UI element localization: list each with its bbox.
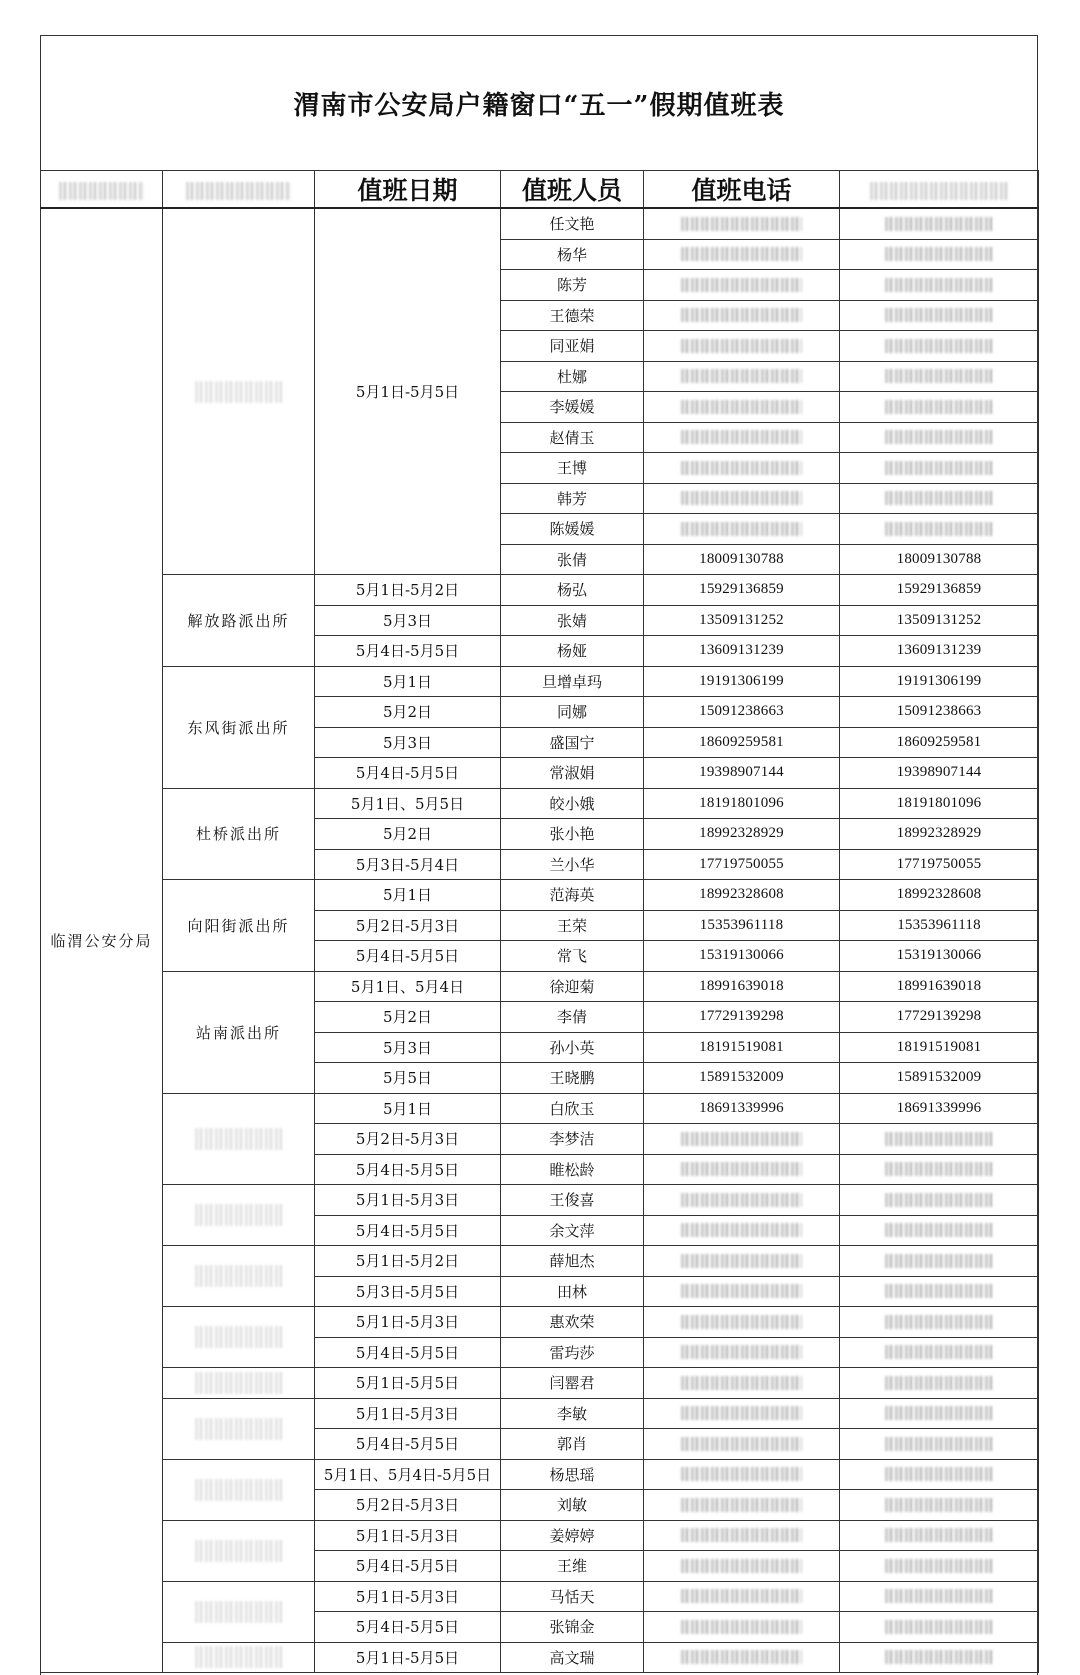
duty-roster-table (40, 170, 1039, 1673)
duty-phone-alt-cell (840, 270, 1039, 301)
duty-date-cell: 5月3日 (315, 1032, 501, 1063)
station-cell (163, 1368, 315, 1399)
duty-phone-cell (644, 422, 840, 453)
duty-date-cell: 5月4日-5月5日 (315, 1551, 501, 1582)
redacted-phone-mark (681, 1223, 802, 1237)
duty-phone-alt-cell: 18191519081 (840, 1032, 1039, 1063)
duty-date-cell: 5月1日-5月2日 (315, 575, 501, 606)
station-cell (163, 208, 315, 575)
redacted-phone-mark (885, 1406, 994, 1420)
duty-staff-cell: 杨娅 (501, 636, 644, 667)
redacted-phone-mark (885, 1559, 994, 1573)
redacted-phone-mark (681, 1406, 802, 1420)
duty-staff-cell: 杨弘 (501, 575, 644, 606)
table-row (41, 971, 1039, 1002)
duty-phone-alt-cell: 17729139298 (840, 1002, 1039, 1033)
redacted-phone-mark (885, 1498, 994, 1512)
duty-phone-cell (644, 331, 840, 362)
duty-staff-cell: 旦增卓玛 (501, 666, 644, 697)
redacted-phone-mark (885, 1345, 994, 1359)
redacted-phone-mark (681, 1559, 802, 1573)
duty-phone-alt-cell (840, 1246, 1039, 1277)
redacted-phone-mark (885, 1315, 994, 1329)
duty-phone-alt-cell: 15929136859 (840, 575, 1039, 606)
header-duty-date: 值班日期 (315, 171, 501, 209)
duty-phone-alt-cell: 13609131239 (840, 636, 1039, 667)
duty-phone-cell (644, 1551, 840, 1582)
duty-phone-alt-cell: 18992328608 (840, 880, 1039, 911)
redacted-station-mark (195, 1540, 283, 1562)
duty-date-cell: 5月1日-5月2日 (315, 1246, 501, 1277)
duty-phone-cell (644, 1398, 840, 1429)
duty-phone-alt-cell (840, 514, 1039, 545)
duty-phone-alt-cell (840, 483, 1039, 514)
redacted-phone-mark (681, 1528, 802, 1542)
duty-phone-alt-cell (840, 1337, 1039, 1368)
redacted-phone-mark (885, 1193, 994, 1207)
table-row (41, 1093, 1039, 1124)
duty-date-cell: 5月1日 (315, 880, 501, 911)
table-body (41, 208, 1039, 1673)
duty-staff-cell: 王俊喜 (501, 1185, 644, 1216)
redacted-phone-mark (885, 1528, 994, 1542)
duty-staff-cell: 同娜 (501, 697, 644, 728)
redacted-station-mark (195, 1418, 283, 1440)
duty-phone-alt-cell: 18991639018 (840, 971, 1039, 1002)
duty-phone-alt-cell (840, 1642, 1039, 1673)
duty-date-cell: 5月1日-5月5日 (315, 1368, 501, 1399)
duty-phone-alt-cell: 13509131252 (840, 605, 1039, 636)
redacted-phone-mark (885, 461, 994, 475)
table-row (41, 1642, 1039, 1673)
duty-phone-alt-cell (840, 361, 1039, 392)
duty-staff-cell: 田林 (501, 1276, 644, 1307)
station-cell (163, 1520, 315, 1581)
redacted-phone-mark (681, 1284, 802, 1298)
redacted-phone-mark (681, 1620, 802, 1634)
duty-date-cell: 5月1日-5月3日 (315, 1307, 501, 1338)
duty-phone-cell: 18691339996 (644, 1093, 840, 1124)
station-cell: 杜桥派出所 (163, 788, 315, 880)
duty-phone-alt-cell: 18691339996 (840, 1093, 1039, 1124)
duty-phone-cell: 13509131252 (644, 605, 840, 636)
redacted-station-mark (195, 1601, 283, 1623)
duty-date-cell: 5月1日、5月4日 (315, 971, 501, 1002)
duty-phone-alt-cell (840, 1551, 1039, 1582)
duty-staff-cell: 薛旭杰 (501, 1246, 644, 1277)
redacted-phone-mark (681, 1498, 802, 1512)
redacted-station-mark (195, 1479, 283, 1501)
header-redacted-station (163, 171, 315, 209)
station-cell (163, 1581, 315, 1642)
station-cell (163, 1246, 315, 1307)
station-cell (163, 1459, 315, 1520)
duty-phone-alt-cell: 19398907144 (840, 758, 1039, 789)
duty-date-cell: 5月4日-5月5日 (315, 941, 501, 972)
duty-date-cell: 5月4日-5月5日 (315, 1154, 501, 1185)
duty-phone-alt-cell (840, 1185, 1039, 1216)
table-row (41, 1246, 1039, 1277)
table-row (41, 1185, 1039, 1216)
duty-phone-alt-cell: 19191306199 (840, 666, 1039, 697)
duty-staff-cell: 常飞 (501, 941, 644, 972)
duty-phone-cell (644, 483, 840, 514)
duty-phone-cell: 18191519081 (644, 1032, 840, 1063)
redacted-phone-mark (681, 278, 802, 292)
duty-staff-cell: 张婧 (501, 605, 644, 636)
redacted-phone-mark (681, 369, 802, 383)
table-row (41, 880, 1039, 911)
duty-staff-cell: 郭肖 (501, 1429, 644, 1460)
duty-staff-cell: 李敏 (501, 1398, 644, 1429)
duty-staff-cell: 王晓鹏 (501, 1063, 644, 1094)
duty-phone-alt-cell (840, 1612, 1039, 1643)
duty-date-cell: 5月1日-5月3日 (315, 1185, 501, 1216)
duty-phone-cell (644, 300, 840, 331)
redacted-phone-mark (681, 1162, 802, 1176)
redacted-phone-mark (885, 278, 994, 292)
header-duty-staff: 值班人员 (501, 171, 644, 209)
duty-phone-alt-cell (840, 1368, 1039, 1399)
redacted-phone-mark (885, 369, 994, 383)
duty-phone-cell (644, 208, 840, 239)
duty-staff-cell: 王博 (501, 453, 644, 484)
station-cell (163, 1093, 315, 1185)
duty-phone-cell (644, 1429, 840, 1460)
redacted-phone-mark (885, 1223, 994, 1237)
duty-date-cell: 5月2日 (315, 819, 501, 850)
header-duty-phone: 值班电话 (644, 171, 840, 209)
redacted-phone-mark (681, 1345, 802, 1359)
unit-cell: 临渭公安分局 (41, 208, 163, 1673)
duty-staff-cell: 高文瑞 (501, 1642, 644, 1673)
duty-staff-cell: 李梦洁 (501, 1124, 644, 1155)
duty-phone-cell: 18009130788 (644, 544, 840, 575)
duty-date-cell: 5月3日 (315, 605, 501, 636)
redacted-phone-mark (885, 339, 994, 353)
redacted-phone-mark (681, 1376, 802, 1390)
duty-phone-cell: 15091238663 (644, 697, 840, 728)
duty-date-cell: 5月2日 (315, 1002, 501, 1033)
redacted-phone-mark (885, 1132, 994, 1146)
duty-date-cell: 5月1日 (315, 666, 501, 697)
duty-phone-cell (644, 1490, 840, 1521)
duty-phone-cell (644, 1215, 840, 1246)
redacted-phone-mark (681, 1467, 802, 1481)
duty-staff-cell: 王荣 (501, 910, 644, 941)
duty-date-cell: 5月4日-5月5日 (315, 636, 501, 667)
redacted-phone-mark (681, 400, 802, 414)
duty-phone-alt-cell (840, 1307, 1039, 1338)
table-row (41, 1398, 1039, 1429)
duty-staff-cell: 徐迎菊 (501, 971, 644, 1002)
redacted-phone-mark (885, 400, 994, 414)
duty-staff-cell: 张小艳 (501, 819, 644, 850)
table-row (41, 788, 1039, 819)
duty-phone-cell (644, 1276, 840, 1307)
duty-staff-cell: 赵倩玉 (501, 422, 644, 453)
duty-staff-cell: 任文艳 (501, 208, 644, 239)
duty-phone-alt-cell (840, 239, 1039, 270)
redacted-phone-mark (885, 1467, 994, 1481)
header-redacted-extra (840, 171, 1039, 209)
redacted-phone-mark (681, 1589, 802, 1603)
duty-staff-cell: 张锦金 (501, 1612, 644, 1643)
duty-phone-cell: 17719750055 (644, 849, 840, 880)
duty-phone-cell (644, 1307, 840, 1338)
duty-date-cell: 5月4日-5月5日 (315, 1337, 501, 1368)
duty-phone-cell (644, 392, 840, 423)
duty-phone-alt-cell (840, 1215, 1039, 1246)
header-redacted-unit (41, 171, 163, 209)
duty-phone-alt-cell (840, 1429, 1039, 1460)
duty-phone-cell (644, 1520, 840, 1551)
duty-staff-cell: 白欣玉 (501, 1093, 644, 1124)
duty-date-cell: 5月1日-5月3日 (315, 1398, 501, 1429)
duty-phone-cell (644, 361, 840, 392)
duty-phone-cell (644, 1124, 840, 1155)
duty-staff-cell: 睢松龄 (501, 1154, 644, 1185)
station-cell: 解放路派出所 (163, 575, 315, 667)
duty-date-cell: 5月3日 (315, 727, 501, 758)
duty-date-cell: 5月1日-5月5日 (315, 1642, 501, 1673)
duty-phone-alt-cell: 18009130788 (840, 544, 1039, 575)
duty-phone-alt-cell: 15353961118 (840, 910, 1039, 941)
redacted-station-mark (195, 1204, 283, 1226)
duty-phone-cell (644, 453, 840, 484)
redacted-station-mark (195, 1265, 283, 1287)
duty-date-cell: 5月1日-5月3日 (315, 1581, 501, 1612)
duty-staff-cell: 惠欢荣 (501, 1307, 644, 1338)
duty-phone-alt-cell (840, 208, 1039, 239)
duty-staff-cell: 盛国宁 (501, 727, 644, 758)
duty-staff-cell: 陈媛媛 (501, 514, 644, 545)
duty-phone-cell (644, 270, 840, 301)
duty-phone-alt-cell (840, 1154, 1039, 1185)
duty-phone-cell (644, 1246, 840, 1277)
duty-phone-cell (644, 1368, 840, 1399)
duty-phone-cell: 19398907144 (644, 758, 840, 789)
duty-phone-alt-cell (840, 300, 1039, 331)
redacted-phone-mark (681, 1650, 802, 1664)
table-row (41, 1520, 1039, 1551)
duty-date-cell: 5月3日-5月5日 (315, 1276, 501, 1307)
duty-phone-alt-cell (840, 1124, 1039, 1155)
duty-date-cell: 5月4日-5月5日 (315, 1429, 501, 1460)
redacted-phone-mark (681, 339, 802, 353)
duty-phone-cell (644, 239, 840, 270)
duty-staff-cell: 王维 (501, 1551, 644, 1582)
duty-date-cell: 5月5日 (315, 1063, 501, 1094)
table-row (41, 1368, 1039, 1399)
duty-date-cell: 5月1日-5月3日 (315, 1520, 501, 1551)
duty-phone-cell (644, 1154, 840, 1185)
duty-staff-cell: 雷玙莎 (501, 1337, 644, 1368)
redacted-phone-mark (885, 1376, 994, 1390)
duty-staff-cell: 闫罂君 (501, 1368, 644, 1399)
duty-phone-cell (644, 514, 840, 545)
duty-staff-cell: 李倩 (501, 1002, 644, 1033)
duty-phone-cell: 15891532009 (644, 1063, 840, 1094)
duty-phone-alt-cell (840, 453, 1039, 484)
duty-phone-alt-cell: 15891532009 (840, 1063, 1039, 1094)
duty-date-cell: 5月4日-5月5日 (315, 1215, 501, 1246)
table-row (41, 1307, 1039, 1338)
redacted-phone-mark (885, 217, 994, 231)
duty-phone-cell: 18609259581 (644, 727, 840, 758)
duty-date-cell: 5月2日 (315, 697, 501, 728)
duty-staff-cell: 兰小华 (501, 849, 644, 880)
station-cell (163, 1307, 315, 1368)
duty-phone-alt-cell (840, 1398, 1039, 1429)
duty-phone-cell (644, 1642, 840, 1673)
duty-staff-cell: 同亚娟 (501, 331, 644, 362)
redacted-phone-mark (885, 1284, 994, 1298)
duty-staff-cell: 陈芳 (501, 270, 644, 301)
table-row (41, 208, 1039, 239)
redacted-phone-mark (681, 1193, 802, 1207)
duty-staff-cell: 孙小英 (501, 1032, 644, 1063)
duty-staff-cell: 刘敏 (501, 1490, 644, 1521)
redacted-phone-mark (681, 1132, 802, 1146)
redacted-phone-mark (885, 491, 994, 505)
duty-phone-alt-cell (840, 1490, 1039, 1521)
table-row (41, 1581, 1039, 1612)
redacted-phone-mark (681, 308, 802, 322)
duty-phone-alt-cell (840, 1581, 1039, 1612)
duty-phone-cell: 19191306199 (644, 666, 840, 697)
duty-phone-cell: 17729139298 (644, 1002, 840, 1033)
redacted-phone-mark (885, 1589, 994, 1603)
duty-staff-cell: 王德荣 (501, 300, 644, 331)
duty-phone-alt-cell (840, 1459, 1039, 1490)
station-cell (163, 1398, 315, 1459)
duty-date-cell: 5月4日-5月5日 (315, 758, 501, 789)
station-cell: 向阳街派出所 (163, 880, 315, 972)
redacted-phone-mark (885, 522, 994, 536)
duty-phone-alt-cell (840, 1276, 1039, 1307)
redacted-phone-mark (681, 522, 802, 536)
duty-phone-alt-cell (840, 392, 1039, 423)
duty-date-cell: 5月2日-5月3日 (315, 1124, 501, 1155)
redacted-phone-mark (885, 1650, 994, 1664)
station-cell (163, 1185, 315, 1246)
duty-phone-cell (644, 1581, 840, 1612)
duty-phone-cell: 18191801096 (644, 788, 840, 819)
redacted-phone-mark (681, 1315, 802, 1329)
duty-staff-cell: 余文萍 (501, 1215, 644, 1246)
duty-date-cell: 5月1日-5月5日 (315, 208, 501, 575)
duty-phone-alt-cell: 15319130066 (840, 941, 1039, 972)
table-header-row (41, 171, 1039, 209)
duty-phone-alt-cell (840, 331, 1039, 362)
redacted-phone-mark (681, 1437, 802, 1451)
duty-staff-cell: 常淑娟 (501, 758, 644, 789)
duty-phone-alt-cell: 18191801096 (840, 788, 1039, 819)
duty-date-cell: 5月2日-5月3日 (315, 1490, 501, 1521)
duty-staff-cell: 马恬天 (501, 1581, 644, 1612)
duty-phone-alt-cell: 18992328929 (840, 819, 1039, 850)
duty-staff-cell: 张倩 (501, 544, 644, 575)
redacted-station-mark (195, 1128, 283, 1150)
redacted-station-mark (195, 1372, 283, 1394)
duty-phone-cell: 18992328929 (644, 819, 840, 850)
table-row (41, 575, 1039, 606)
duty-staff-cell: 杨思瑶 (501, 1459, 644, 1490)
duty-staff-cell: 杜娜 (501, 361, 644, 392)
duty-phone-cell (644, 1459, 840, 1490)
duty-phone-cell: 13609131239 (644, 636, 840, 667)
duty-staff-cell: 范海英 (501, 880, 644, 911)
redacted-phone-mark (885, 308, 994, 322)
redacted-station-mark (195, 1646, 283, 1668)
duty-date-cell: 5月2日-5月3日 (315, 910, 501, 941)
duty-phone-cell (644, 1185, 840, 1216)
redacted-phone-mark (885, 1620, 994, 1634)
duty-phone-alt-cell (840, 422, 1039, 453)
duty-staff-cell: 韩芳 (501, 483, 644, 514)
redacted-phone-mark (681, 247, 802, 261)
table-row (41, 666, 1039, 697)
redacted-phone-mark (885, 1254, 994, 1268)
redacted-station-mark (195, 381, 283, 403)
duty-date-cell: 5月1日、5月5日 (315, 788, 501, 819)
redacted-phone-mark (885, 1162, 994, 1176)
station-cell (163, 1642, 315, 1673)
redacted-phone-mark (885, 430, 994, 444)
duty-date-cell: 5月4日-5月5日 (315, 1612, 501, 1643)
station-cell: 东风街派出所 (163, 666, 315, 788)
redacted-phone-mark (681, 461, 802, 475)
redacted-phone-mark (681, 1254, 802, 1268)
station-cell: 站南派出所 (163, 971, 315, 1093)
duty-staff-cell: 李媛媛 (501, 392, 644, 423)
table-row (41, 1459, 1039, 1490)
redacted-phone-mark (681, 430, 802, 444)
duty-phone-cell (644, 1612, 840, 1643)
duty-phone-alt-cell (840, 1520, 1039, 1551)
redacted-phone-mark (681, 217, 802, 231)
duty-phone-cell: 15353961118 (644, 910, 840, 941)
redacted-phone-mark (885, 247, 994, 261)
redacted-phone-mark (681, 491, 802, 505)
duty-staff-cell: 姜婷婷 (501, 1520, 644, 1551)
redacted-station-mark (195, 1326, 283, 1348)
duty-phone-alt-cell: 15091238663 (840, 697, 1039, 728)
duty-staff-cell: 杨华 (501, 239, 644, 270)
duty-phone-cell (644, 1337, 840, 1368)
duty-date-cell: 5月3日-5月4日 (315, 849, 501, 880)
duty-phone-cell: 18992328608 (644, 880, 840, 911)
redacted-phone-mark (885, 1437, 994, 1451)
page-title: 渭南市公安局户籍窗口“五一”假期值班表 (293, 90, 785, 121)
duty-phone-alt-cell: 18609259581 (840, 727, 1039, 758)
duty-phone-alt-cell: 17719750055 (840, 849, 1039, 880)
duty-phone-cell: 15319130066 (644, 941, 840, 972)
duty-date-cell: 5月1日、5月4日-5月5日 (315, 1459, 501, 1490)
duty-phone-cell: 18991639018 (644, 971, 840, 1002)
duty-phone-cell: 15929136859 (644, 575, 840, 606)
duty-staff-cell: 皎小娥 (501, 788, 644, 819)
duty-date-cell: 5月1日 (315, 1093, 501, 1124)
